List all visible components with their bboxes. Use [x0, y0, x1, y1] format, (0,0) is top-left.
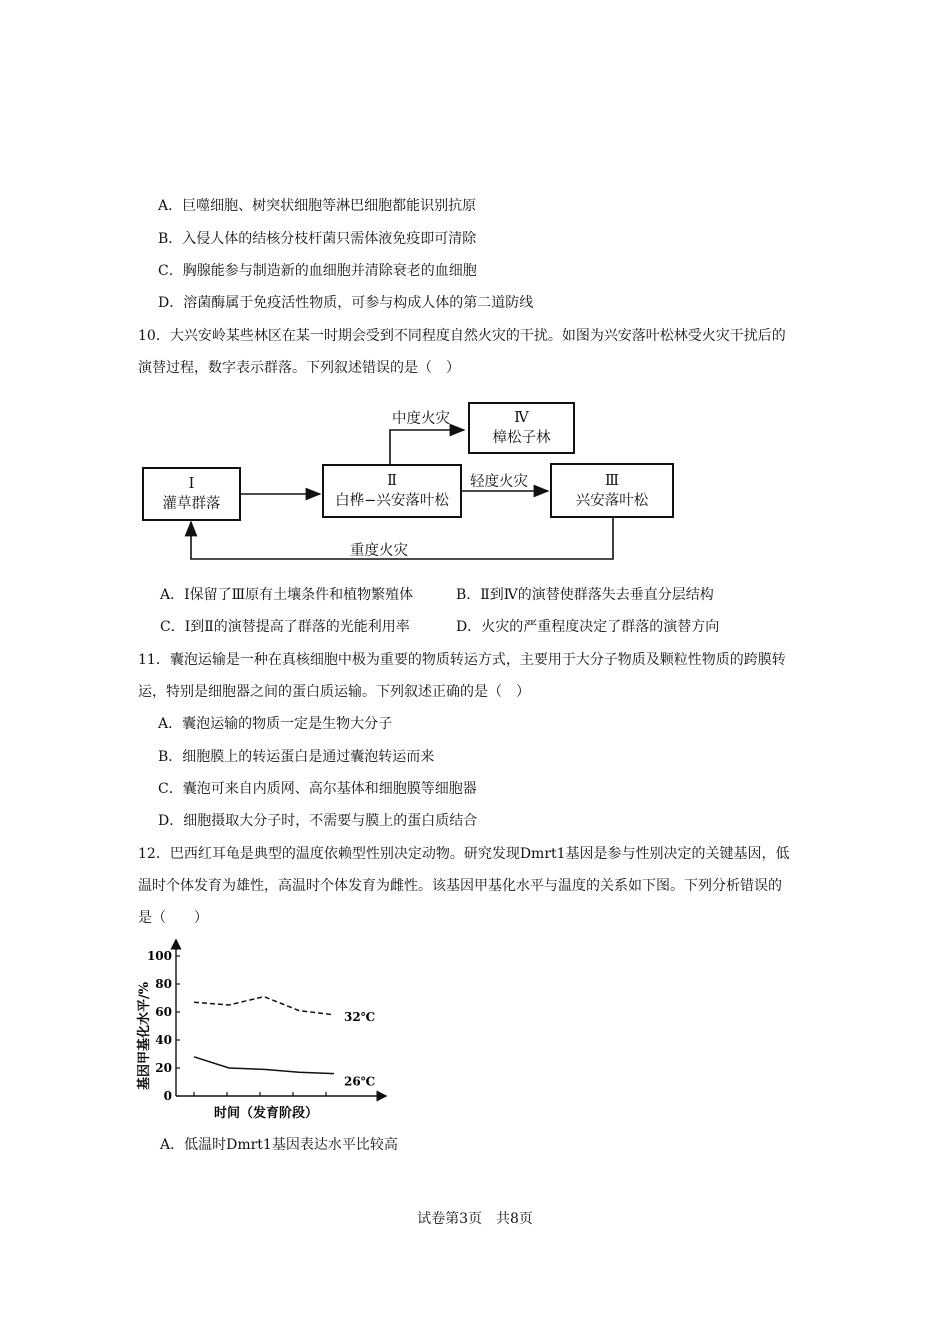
y-axis-label: 基因甲基化水平/%	[137, 981, 152, 1090]
series-label-2: 26℃	[344, 1074, 376, 1089]
community-box-ii	[322, 464, 462, 518]
q10-option-d: D．火灾的严重程度决定了群落的演替方向	[456, 619, 720, 635]
x-axis-label: 时间（发育阶段）	[214, 1106, 319, 1121]
community-box-i	[142, 467, 241, 521]
q9-option-d: D．溶菌酶属于免疫活性物质，可参与构成人体的第二道防线	[158, 295, 534, 311]
q12-option-a: A．低温时Dmrt1基因表达水平比较高	[160, 1137, 398, 1153]
q12-stem-line1: 12．巴西红耳龟是典型的温度依赖型性别决定动物。研究发现Dmrt1基因是参与性别决定的关键基因，低	[138, 846, 790, 862]
community-iii-number: Ⅲ	[605, 472, 619, 489]
q10-stem-line1: 10．大兴安岭某些林区在某一时期会受到不同程度自然火灾的干扰。如图为兴安落叶松林受火灾干扰后的	[138, 328, 786, 344]
community-box-iv	[468, 402, 575, 454]
page-footer: 试卷第3页 共8页	[417, 1211, 533, 1227]
y-tick-label: 60	[155, 1005, 172, 1019]
community-iii-name: 兴安落叶松	[575, 492, 649, 509]
y-tick-label: 0	[163, 1089, 172, 1103]
q9-option-c: C．胸腺能参与制造新的血细胞并清除衰老的血细胞	[158, 263, 477, 279]
q10-stem-line2: 演替过程，数字表示群落。下列叙述错误的是（ ）	[138, 360, 460, 376]
label-moderate-fire: 中度火灾	[392, 411, 450, 427]
q11-option-c: C．囊泡可来自内质网、高尔基体和细胞膜等细胞器	[158, 781, 477, 797]
q10-option-b: B．Ⅱ到Ⅳ的演替使群落失去垂直分层结构	[456, 587, 714, 603]
arrow-ii-to-iv	[390, 430, 464, 464]
community-ii-name: 白桦−兴安落叶松	[335, 493, 449, 509]
series-label-1: 32℃	[344, 1009, 376, 1024]
q9-option-b: B．入侵人体的结核分枝杆菌只需体液免疫即可清除	[158, 231, 477, 247]
y-tick-label: 40	[155, 1033, 172, 1047]
community-box-iii	[550, 463, 674, 518]
community-i-number: Ⅰ	[188, 476, 195, 492]
series-line-2	[194, 1057, 334, 1074]
y-tick-label: 100	[146, 949, 172, 963]
q11-option-d: D．细胞摄取大分子时，不需要与膜上的蛋白质结合	[158, 813, 478, 829]
y-tick-label: 80	[155, 977, 172, 991]
community-i-name: 灌草群落	[162, 496, 221, 512]
q11-option-a: A．囊泡运输的物质一定是生物大分子	[158, 716, 393, 732]
methylation-chart	[130, 938, 390, 1123]
q12-stem-line3: 是（ ）	[138, 910, 208, 926]
q10-option-c: C．Ⅰ到Ⅱ的演替提高了群落的光能利用率	[160, 619, 410, 635]
q10-option-a: A．Ⅰ保留了Ⅲ原有土壤条件和植物繁殖体	[160, 587, 414, 603]
q11-stem-line2: 运，特别是细胞器之间的蛋白质运输。下列叙述正确的是（ ）	[138, 684, 530, 700]
community-iv-number: Ⅳ	[514, 410, 529, 426]
community-ii-number: Ⅱ	[387, 473, 397, 489]
q12-stem-line2: 温时个体发育为雄性，高温时个体发育为雌性。该基因甲基化水平与温度的关系如下图。下列分析错误的	[138, 878, 782, 894]
q11-stem-line1: 11．囊泡运输是一种在真核细胞中极为重要的物质转运方式，主要用于大分子物质及颗粒性物质的跨膜转	[138, 652, 786, 668]
q11-option-b: B．细胞膜上的转运蛋白是通过囊泡转运而来	[158, 749, 435, 765]
series-line-1	[194, 997, 334, 1015]
community-iv-name: 樟松子林	[492, 430, 551, 446]
label-light-fire: 轻度火灾	[470, 474, 528, 490]
label-severe-fire: 重度火灾	[350, 543, 408, 559]
y-tick-label: 20	[155, 1061, 172, 1075]
q9-option-a: A．巨噬细胞、树突状细胞等淋巴细胞都能识别抗原	[158, 198, 477, 214]
